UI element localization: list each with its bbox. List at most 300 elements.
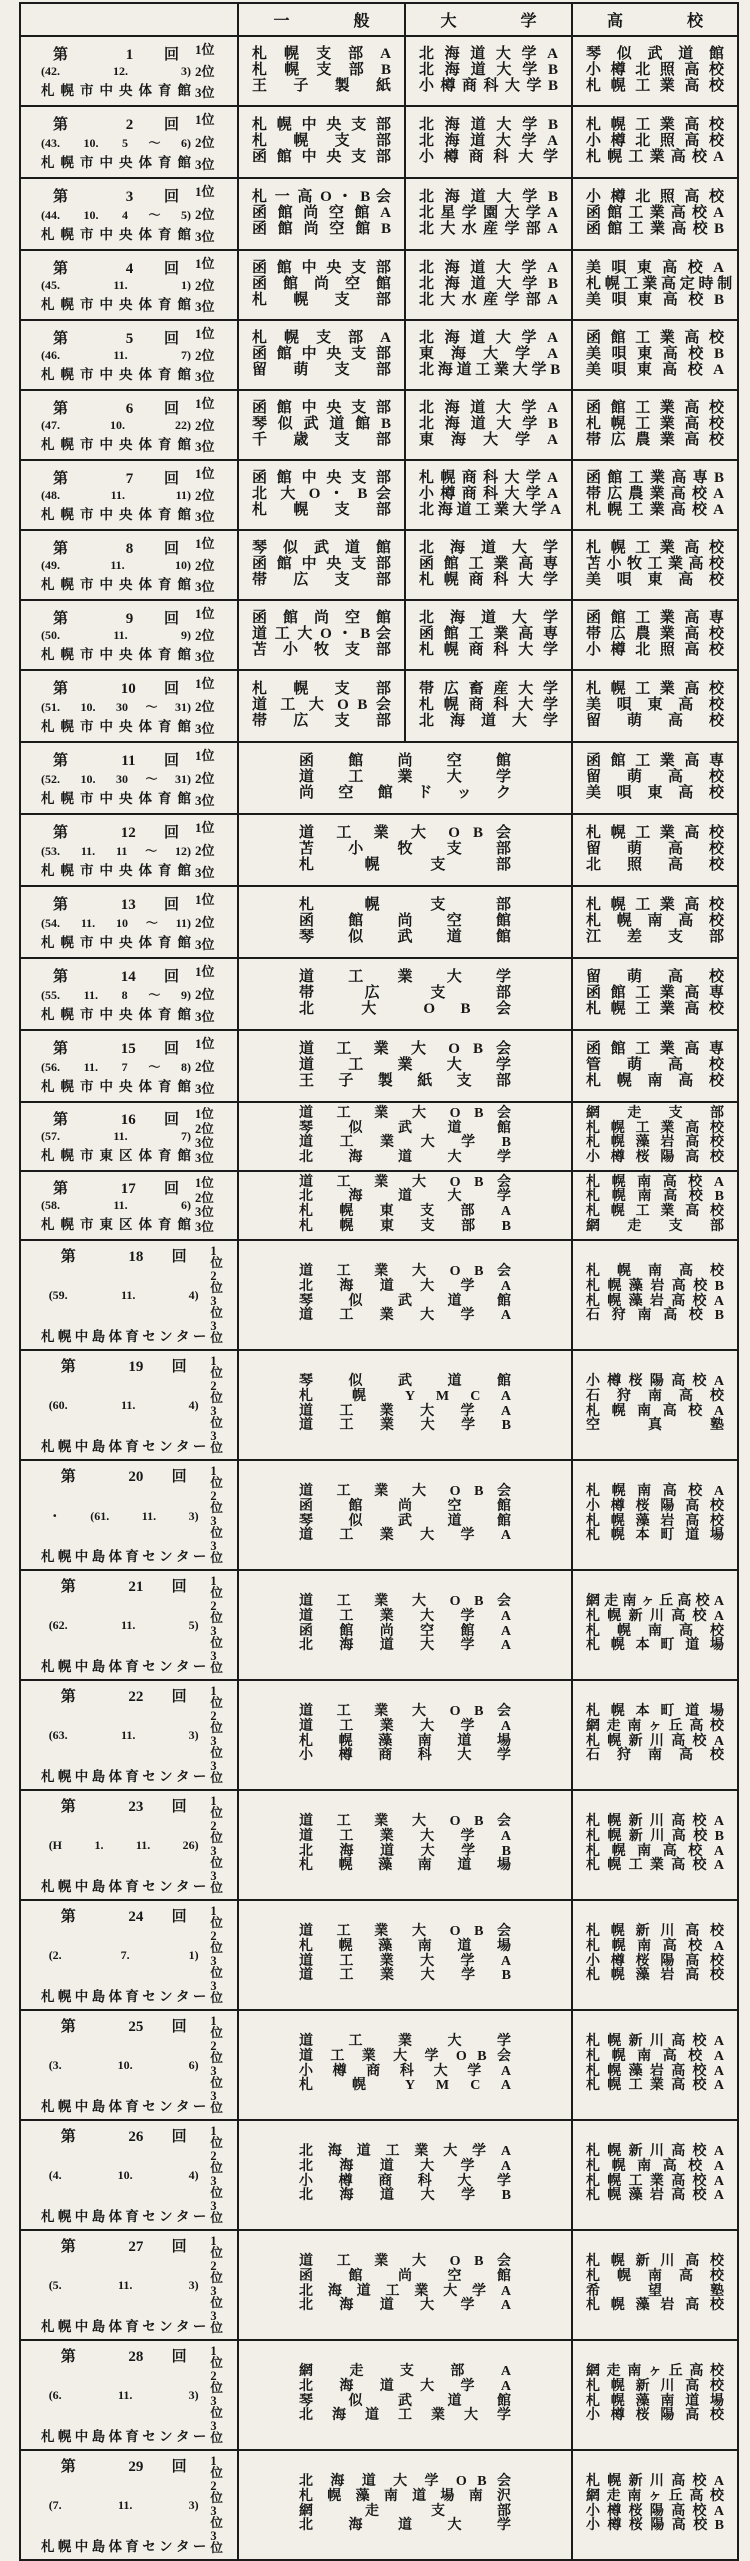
university-cell-entry: 札 幌 商 科 大 学 xyxy=(419,641,558,658)
round-label: 第 21 回 xyxy=(60,1578,187,1595)
highschool-cell-entry: 美 唄 東 高 校 xyxy=(586,784,724,801)
rank-label: 1位 xyxy=(195,820,215,835)
university-cell-entry: 東 海 大 学 A xyxy=(419,346,558,363)
date-label: (52. 10. 30～31) xyxy=(41,772,191,786)
university-cell-entry: 北 海 道 大 学 xyxy=(419,540,558,557)
highschool-cell-entry: 札 幌 新 川 高 校 A xyxy=(586,2144,724,2160)
highschool-cell-entry: 札 幌 工 業 高 校 xyxy=(586,681,724,698)
combined-cell-entry: 北 海 道 工 業 大 学 A xyxy=(299,2283,511,2299)
combined-cell-entry: 道 工 業 大 学 xyxy=(299,969,511,986)
date-label: (4. 10. 4) xyxy=(48,2167,199,2182)
header-university xyxy=(405,3,572,36)
highschool-cell xyxy=(572,1030,738,1102)
university-cell-entry: 北 星 学 園 大 学 A xyxy=(419,205,558,222)
general-cell-entry: 函 館 尚 空 館 xyxy=(252,610,391,627)
round-label: 第 20 回 xyxy=(60,1468,187,1485)
university-cell-entry: 函 館 工 業 高 専 xyxy=(419,556,558,573)
tournament-row xyxy=(20,1350,738,1460)
combined-cell-entry: 琴 似 武 道 館 xyxy=(299,1374,511,1390)
venue-label: 札 幌 市 中 央 体 育 館 xyxy=(41,1007,191,1022)
rank-label: 2位 xyxy=(195,134,215,150)
round-cell xyxy=(20,958,238,1030)
combined-cell-entry: 道 工 業 大 学 A xyxy=(299,1308,511,1324)
combined-cell xyxy=(238,958,572,1030)
highschool-cell-entry: 札 幌 藻 岩 高 校 xyxy=(586,1968,724,1984)
highschool-cell-entry: 小 樽 桜 陽 高 校 A xyxy=(586,1374,724,1390)
rank-label: 3位 xyxy=(210,1758,223,1785)
highschool-cell-entry: 札 幌 本 町 道 場 xyxy=(586,1638,724,1654)
university-cell xyxy=(405,670,572,742)
general-cell-entry: 帯 広 支 部 xyxy=(252,571,391,588)
date-label: (56. 11. 7～8) xyxy=(41,1060,191,1074)
general-cell-entry: 札 幌 支 部 B xyxy=(252,62,391,79)
rank-label: 3位 xyxy=(210,2393,223,2420)
rank-label: 1位 xyxy=(210,2343,223,2370)
round-cell xyxy=(20,1171,238,1240)
combined-cell-entry: 北 海 道 大 学 O B 会 xyxy=(299,2474,511,2490)
university-cell xyxy=(405,320,572,390)
rank-label: 3位 xyxy=(210,1978,223,2005)
general-cell-entry: 琴 似 武 道 館 B xyxy=(252,416,391,433)
highschool-cell-entry: 留 萌 高 校 xyxy=(586,969,724,986)
highschool-cell-entry: 札 幌 藻 南 道 場 xyxy=(586,2393,724,2409)
highschool-cell-entry: 札 幌 工 業 高 校 A xyxy=(586,2078,724,2094)
highschool-cell-entry: 札 幌 工 業 高 校 xyxy=(586,897,724,914)
round-label: 第 8 回 xyxy=(53,541,179,557)
rank-label: 2位 xyxy=(195,698,215,714)
combined-cell-entry: 道 工 業 大 学 A xyxy=(299,1608,511,1624)
university-cell-entry: 北 海 道 大 学 B xyxy=(419,276,558,293)
highschool-cell-entry: 石 狩 南 高 校 B xyxy=(586,1308,724,1324)
general-cell-entry: 函 館 尚 空 館 A xyxy=(252,205,391,222)
highschool-cell xyxy=(572,2010,738,2120)
highschool-cell-entry: 小 樽 桜 陽 高 校 xyxy=(586,1150,724,1166)
university-cell xyxy=(405,390,572,460)
tournament-row xyxy=(20,2230,738,2340)
rank-label: 1位 xyxy=(210,1463,223,1490)
rank-label: 3位 xyxy=(210,2283,223,2310)
rank-label: 2位 xyxy=(195,1190,214,1205)
highschool-cell-entry: 札 幌 南 高 校 A xyxy=(586,1403,724,1419)
combined-cell-entry: 小 樽 商 科 大 学 xyxy=(299,1748,511,1764)
date-label: (7. 11. 3) xyxy=(48,2497,199,2512)
date-label: (62. 11. 5) xyxy=(48,1617,199,1632)
rank-label: 2位 xyxy=(195,770,215,786)
highschool-cell xyxy=(572,178,738,250)
highschool-cell-entry: 美 唄 東 高 校 xyxy=(586,697,724,714)
round-cell xyxy=(20,2120,238,2230)
highschool-cell-entry: 札 幌 工 業 高 校 A xyxy=(586,2173,724,2189)
tournament-row xyxy=(20,886,738,958)
highschool-cell-entry: 函 館 工 業 高 校 A xyxy=(586,205,724,222)
highschool-cell-entry: 札 幌 工 業 高 校 xyxy=(586,1204,724,1220)
general-cell xyxy=(238,460,405,530)
venue-label: 札 幌 中 島 体 育 セ ン タ ー xyxy=(41,2538,207,2554)
university-cell xyxy=(405,600,572,670)
highschool-cell xyxy=(572,1790,738,1900)
highschool-cell xyxy=(572,320,738,390)
highschool-cell-entry: 網 走 南 ヶ 丘 高 校 xyxy=(586,2364,724,2380)
highschool-cell-entry: 札 幌 藻 岩 高 校 A xyxy=(586,2188,724,2204)
general-cell-entry: 道 工 大 O B 会 xyxy=(252,697,391,714)
highschool-cell-entry: 札 幌 藻 岩 高 校 B xyxy=(586,1278,724,1294)
highschool-cell-entry: 札 幌 本 町 道 場 xyxy=(586,1528,724,1544)
rank-label: 3位 xyxy=(210,2418,223,2445)
general-cell-entry: 函 館 中 央 支 部 xyxy=(252,260,391,277)
university-cell-entry: 北 海 道 大 学 A xyxy=(419,133,558,150)
round-cell xyxy=(20,106,238,178)
round-cell xyxy=(20,742,238,814)
rank-label: 1位 xyxy=(195,1036,215,1051)
general-cell xyxy=(238,250,405,320)
round-cell xyxy=(20,2010,238,2120)
round-label: 第 28 回 xyxy=(60,2348,187,2365)
tournament-row xyxy=(20,1102,738,1171)
highschool-cell-entry: 函 館 工 業 高 校 B xyxy=(586,220,724,237)
rank-label: 1位 xyxy=(195,964,215,979)
round-cell xyxy=(20,1570,238,1680)
highschool-cell-entry: 札 幌 新 川 高 校 A xyxy=(586,1814,724,1830)
rank-label: 3位 xyxy=(210,2308,223,2335)
university-cell-entry: 北 海 道 工 業 大 学 A xyxy=(419,501,562,518)
tournament-row xyxy=(20,2340,738,2450)
highschool-cell-entry: 札 幌 工 業 高 校 xyxy=(586,1000,724,1017)
round-label: 第 27 回 xyxy=(60,2238,187,2255)
rank-label: 2位 xyxy=(210,2478,223,2505)
highschool-cell-entry: 札 幌 藻 岩 高 校 xyxy=(586,1513,724,1529)
round-cell xyxy=(20,460,238,530)
rank-label: 1位 xyxy=(195,1176,214,1191)
rank-label: 1位 xyxy=(195,42,215,57)
university-cell xyxy=(405,530,572,600)
round-cell xyxy=(20,178,238,250)
university-cell-entry: 北 海 道 工 業 大 学 B xyxy=(419,361,561,378)
round-cell xyxy=(20,1350,238,1460)
date-label: (49. 11. 10) xyxy=(41,558,191,572)
highschool-cell-entry: 札 幌 新 川 高 校 xyxy=(586,2254,724,2270)
rank-label: 2位 xyxy=(210,1268,223,1295)
highschool-cell xyxy=(572,36,738,106)
highschool-cell-entry: 琴 似 武 道 館 xyxy=(586,46,724,63)
venue-label: 札 幌 市 中 央 体 育 館 xyxy=(41,83,191,98)
rank-label: 2位 xyxy=(195,63,215,79)
combined-cell xyxy=(238,2450,572,2560)
general-cell-entry: 札 幌 支 部 xyxy=(252,133,391,150)
combined-cell-entry: 道 工 業 大 学 A xyxy=(299,1403,511,1419)
rank-label: 2位 xyxy=(210,2368,223,2395)
tournament-row xyxy=(20,742,738,814)
rank-label: 3位 xyxy=(195,937,215,952)
date-label: (53. 11. 11～12) xyxy=(41,844,191,858)
rank-label: 2位 xyxy=(210,2038,223,2065)
rank-label: 1位 xyxy=(195,396,215,411)
highschool-cell-entry: 札 幌 新 川 高 校 A xyxy=(586,1608,724,1624)
combined-cell-entry: 道 工 業 大 O B 会 xyxy=(299,1106,511,1121)
combined-cell-entry: 道 工 業 大 学 B xyxy=(299,1968,511,1984)
general-cell-entry: 苫 小 牧 支 部 xyxy=(252,641,391,658)
rank-label: 3位 xyxy=(195,1081,215,1096)
combined-cell-entry: 北 海 道 大 学 B xyxy=(299,2188,511,2204)
combined-cell-entry: 道 工 業 大 学 A xyxy=(299,1953,511,1969)
highschool-cell-entry: 札 幌 南 高 校 xyxy=(586,1623,724,1639)
rank-label: 1位 xyxy=(195,676,215,691)
highschool-cell-entry: 札 幌 工 業 高 校 A xyxy=(586,148,724,165)
highschool-cell-entry: 札 幌 南 高 校 xyxy=(586,1264,724,1280)
round-cell xyxy=(20,1680,238,1790)
results-table-body xyxy=(20,36,738,2560)
rank-label: 1位 xyxy=(210,1903,223,1930)
combined-cell-entry: 北 大 O B 会 xyxy=(299,1000,511,1017)
rank-label: 3位 xyxy=(210,1623,223,1650)
highschool-cell xyxy=(572,1350,738,1460)
header-university-label: 大 学 xyxy=(440,13,537,30)
highschool-cell-entry: 帯 広 農 業 高 校 xyxy=(586,626,724,643)
highschool-cell-entry: 美 唄 東 高 校 B xyxy=(586,291,724,308)
university-cell-entry: 北 海 道 大 学 xyxy=(419,712,558,729)
highschool-cell-entry: 札 幌 工 業 高 校 xyxy=(586,825,724,842)
tournament-row xyxy=(20,1570,738,1680)
combined-cell-entry: 琴 似 武 道 館 xyxy=(299,2393,511,2409)
general-cell-entry: 留 萌 支 部 xyxy=(252,361,391,378)
combined-cell xyxy=(238,1680,572,1790)
highschool-cell-entry: 札 幌 工 業 高 定 時 制 xyxy=(586,276,733,293)
highschool-cell-entry: 札 幌 新 川 高 校 xyxy=(586,1924,724,1940)
highschool-cell xyxy=(572,742,738,814)
highschool-cell-entry: 札 幌 藻 岩 高 校 xyxy=(586,1135,724,1151)
combined-cell-entry: 北 海 道 大 学 A xyxy=(299,1278,511,1294)
rank-label: 3位 xyxy=(195,509,215,524)
rank-label: 3位 xyxy=(195,579,215,594)
highschool-cell-entry: 石 狩 南 高 校 xyxy=(586,1748,724,1764)
round-cell xyxy=(20,250,238,320)
highschool-cell-entry: 美 唄 東 高 校 B xyxy=(586,346,724,363)
highschool-cell xyxy=(572,2450,738,2560)
combined-cell-entry: 北 海 道 大 学 A xyxy=(299,2378,511,2394)
venue-label: 札 幌 市 中 央 体 育 館 xyxy=(41,1079,191,1094)
date-label: (2. 7. 1) xyxy=(48,1947,199,1962)
highschool-cell-entry: 札 幌 藻 岩 高 校 xyxy=(586,2298,724,2314)
general-cell-entry: 札 幌 支 部 A xyxy=(252,330,391,347)
combined-cell xyxy=(238,814,572,886)
combined-cell-entry: 函 館 尚 空 館 A xyxy=(299,1623,511,1639)
rank-label: 3位 xyxy=(195,1009,215,1024)
highschool-cell xyxy=(572,2230,738,2340)
tournament-row xyxy=(20,1790,738,1900)
highschool-cell-entry: 留 萌 高 校 xyxy=(586,712,724,729)
rank-label: 3位 xyxy=(210,2063,223,2090)
general-cell-entry: 札 幌 支 部 xyxy=(252,501,391,518)
combined-cell-entry: 網 走 支 部 A xyxy=(299,2364,511,2380)
date-label: ・(61. 11. 3) xyxy=(48,1508,199,1523)
combined-cell xyxy=(238,2010,572,2120)
round-label: 第 5 回 xyxy=(53,331,179,347)
date-label: (3. 10. 6) xyxy=(48,2057,199,2072)
highschool-cell-entry: 札 幌 新 川 高 校 A xyxy=(586,2034,724,2050)
general-cell-entry: 函 館 中 央 支 部 xyxy=(252,400,391,417)
date-label: (51. 10. 30～31) xyxy=(41,700,191,714)
date-label: (54. 11. 10～11) xyxy=(41,916,191,930)
round-cell xyxy=(20,1030,238,1102)
venue-label: 札 幌 市 中 央 体 育 館 xyxy=(41,367,191,382)
highschool-cell-entry: 管 萌 高 校 xyxy=(586,1057,724,1074)
venue-label: 札 幌 中 島 体 育 セ ン タ ー xyxy=(41,1768,207,1784)
venue-label: 札 幌 市 中 央 体 育 館 xyxy=(41,719,191,734)
venue-label: 札 幌 市 中 央 体 育 館 xyxy=(41,863,191,878)
date-label: (60. 11. 4) xyxy=(48,1397,199,1412)
venue-label: 札 幌 市 中 央 体 育 館 xyxy=(41,227,191,242)
combined-cell-entry: 函 館 尚 空 館 xyxy=(299,913,511,930)
highschool-cell-entry: 札 幌 工 業 高 校 xyxy=(586,416,724,433)
rank-label: 1位 xyxy=(195,1107,214,1122)
general-cell-entry: 函 館 尚 空 館 B xyxy=(252,220,391,237)
combined-cell-entry: 道 工 業 大 O B 会 xyxy=(299,1704,511,1720)
rank-label: 3位 xyxy=(210,1293,223,1320)
combined-cell-entry: 琴 似 武 道 館 xyxy=(299,1293,511,1309)
general-cell-entry: 札 幌 支 部 A xyxy=(252,46,391,63)
combined-cell-entry: 札 幌 支 部 xyxy=(299,897,511,914)
rank-label: 1位 xyxy=(195,892,215,907)
highschool-cell-entry: 札 幌 藻 岩 高 校 A xyxy=(586,1293,724,1309)
rank-label: 1位 xyxy=(210,2123,223,2150)
round-cell xyxy=(20,886,238,958)
highschool-cell-entry: 帯 広 農 業 高 校 xyxy=(586,431,724,448)
round-label: 第 3 回 xyxy=(53,189,179,205)
combined-cell-entry: 道 工 業 大 学 O B 会 xyxy=(299,2048,511,2064)
combined-cell-entry: 札 幌 藻 南 道 場 xyxy=(299,1938,511,1954)
rank-label: 1位 xyxy=(195,748,215,763)
combined-cell-entry: 道 工 業 大 O B 会 xyxy=(299,1174,511,1190)
general-cell-entry: 帯 広 支 部 xyxy=(252,712,391,729)
highschool-cell-entry: 札 幌 本 町 道 場 xyxy=(586,1704,724,1720)
highschool-cell-entry: 札 幌 新 川 高 校 xyxy=(586,2378,724,2394)
highschool-cell xyxy=(572,250,738,320)
combined-cell-entry: 苫 小 牧 支 部 xyxy=(299,841,511,858)
round-label: 第 25 回 xyxy=(60,2018,187,2035)
rank-label: 1位 xyxy=(195,256,215,271)
header-row xyxy=(20,3,738,36)
highschool-cell-entry: 札 幌 南 高 校 A xyxy=(586,1938,724,1954)
highschool-cell-entry: 北 照 高 校 xyxy=(586,856,724,873)
date-label: (5. 11. 3) xyxy=(48,2277,199,2292)
venue-label: 札 幌 市 中 央 体 育 館 xyxy=(41,297,191,312)
general-cell-entry: 函 館 中 央 支 部 xyxy=(252,556,391,573)
date-label: (55. 11. 8～9) xyxy=(41,988,191,1002)
round-label: 第 13 回 xyxy=(53,897,179,913)
rank-label: 3位 xyxy=(210,2088,223,2115)
combined-cell-entry: 道 工 業 大 学 B xyxy=(299,1418,511,1434)
highschool-cell-entry: 函 館 工 業 高 専 xyxy=(586,1041,724,1058)
university-cell-entry: 北 海 道 大 学 A xyxy=(419,330,558,347)
combined-cell xyxy=(238,1240,572,1350)
highschool-cell-entry: 札 幌 工 業 高 校 xyxy=(586,540,724,557)
venue-label: 札 幌 市 中 央 体 育 館 xyxy=(41,507,191,522)
university-cell-entry: 北 海 道 大 学 A xyxy=(419,260,558,277)
highschool-cell-entry: 帯 広 農 業 高 校 A xyxy=(586,486,724,503)
highschool-cell-entry: 小 樽 桜 陽 高 校 xyxy=(586,1953,724,1969)
highschool-cell-entry: 函 館 工 業 高 校 xyxy=(586,330,724,347)
general-cell xyxy=(238,600,405,670)
rank-label: 1位 xyxy=(210,1683,223,1710)
combined-cell xyxy=(238,1570,572,1680)
combined-cell-entry: 尚 空 館 ド ッ ク xyxy=(299,784,511,801)
round-cell xyxy=(20,1900,238,2010)
rank-label: 2位 xyxy=(210,1378,223,1405)
highschool-cell-entry: 札 幌 南 高 校 A xyxy=(586,1484,724,1500)
combined-cell-entry: 札 幌 藻 南 道 場 南 沢 xyxy=(299,2488,511,2504)
highschool-cell xyxy=(572,106,738,178)
venue-label: 札 幌 中 島 体 育 セ ン タ ー xyxy=(41,1658,207,1674)
venue-label: 札 幌 市 中 央 体 育 館 xyxy=(41,935,191,950)
rank-label: 2位 xyxy=(210,1818,223,1845)
university-cell xyxy=(405,106,572,178)
rank-label: 3位 xyxy=(210,2528,223,2555)
venue-label: 札 幌 中 島 体 育 セ ン タ ー xyxy=(41,1328,207,1344)
highschool-cell-entry: 函 館 工 業 高 専 xyxy=(586,753,724,770)
rank-label: 3位 xyxy=(195,1219,214,1234)
tournament-row xyxy=(20,1900,738,2010)
general-cell-entry: 琴 似 武 道 館 xyxy=(252,540,391,557)
tournament-row xyxy=(20,178,738,250)
round-cell xyxy=(20,390,238,460)
highschool-cell-entry: 留 萌 高 校 xyxy=(586,841,724,858)
header-highschool xyxy=(572,3,738,36)
general-cell-entry: 札 幌 支 部 xyxy=(252,681,391,698)
tournament-row xyxy=(20,1171,738,1240)
venue-label: 札 幌 市 中 央 体 育 館 xyxy=(41,791,191,806)
highschool-cell-entry: 網 走 南 ヶ 丘 高 校 xyxy=(586,2488,724,2504)
rank-label: 3位 xyxy=(195,1136,214,1151)
combined-cell-entry: 道 工 業 大 学 B xyxy=(299,1135,511,1151)
combined-cell-entry: 小 樽 商 科 大 学 xyxy=(299,2173,511,2189)
combined-cell xyxy=(238,2230,572,2340)
round-label: 第 17 回 xyxy=(53,1181,179,1198)
university-cell-entry: 北 大 水 産 学 部 A xyxy=(419,220,558,237)
tournament-row xyxy=(20,1680,738,1790)
combined-cell-entry: 琴 似 武 道 館 xyxy=(299,928,511,945)
rank-label: 3位 xyxy=(210,1428,223,1455)
tournament-row xyxy=(20,958,738,1030)
university-cell-entry: 札 幌 商 科 大 学 A xyxy=(419,470,558,487)
round-label: 第 7 回 xyxy=(53,471,179,487)
tournament-row xyxy=(20,390,738,460)
general-cell-entry: 函 館 中 央 支 部 xyxy=(252,470,391,487)
rank-label: 3位 xyxy=(210,1868,223,1895)
rank-label: 3位 xyxy=(195,1205,214,1220)
rank-label: 3位 xyxy=(210,1843,223,1870)
rank-label: 3位 xyxy=(210,1953,223,1980)
highschool-cell xyxy=(572,1570,738,1680)
venue-label: 札 幌 中 島 体 育 セ ン タ ー xyxy=(41,2098,207,2114)
rank-label: 2位 xyxy=(195,842,215,858)
tournament-row xyxy=(20,460,738,530)
venue-label: 札 幌 市 中 央 体 育 館 xyxy=(41,437,191,452)
combined-cell-entry: 札 幌 支 部 xyxy=(299,856,511,873)
university-cell-entry: 北 海 道 大 学 xyxy=(419,610,558,627)
highschool-cell-entry: 空 真 塾 xyxy=(586,1418,724,1434)
highschool-cell xyxy=(572,2120,738,2230)
general-cell-entry: 函 館 尚 空 館 xyxy=(252,276,391,293)
highschool-cell-entry: 小 樽 北 照 高 校 xyxy=(586,189,724,206)
highschool-cell-entry: 網 走 支 部 xyxy=(586,1218,724,1234)
highschool-cell-entry: 札 幌 工 業 高 校 xyxy=(586,77,724,94)
highschool-cell-entry: 函 館 工 業 高 校 xyxy=(586,400,724,417)
venue-label: 札 幌 市 中 央 体 育 館 xyxy=(41,577,191,592)
rank-label: 2位 xyxy=(195,627,215,643)
rank-label: 3位 xyxy=(210,1538,223,1565)
tournament-row xyxy=(20,106,738,178)
round-label: 第 2 回 xyxy=(53,117,179,133)
rank-label: 1位 xyxy=(210,2453,223,2480)
